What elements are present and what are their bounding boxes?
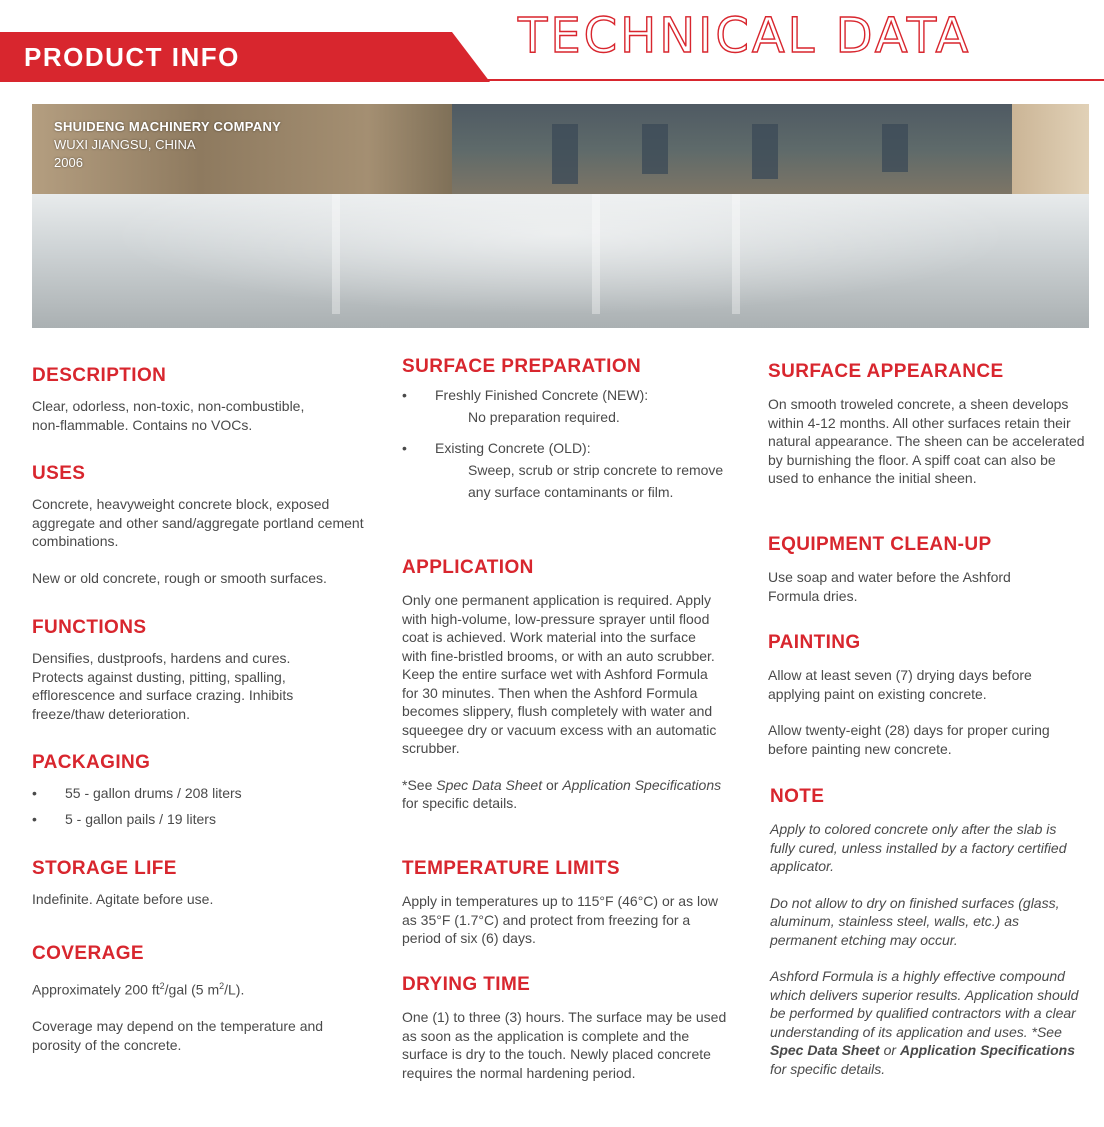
functions-text: Densifies, dustproofs, hardens and cures. Protects against dusting, pitting, spalling, efflorescence and surface crazing. Inhibits freeze/thaw deterioration.	[32, 650, 294, 722]
photo-machine	[882, 124, 908, 172]
photo-machine	[752, 124, 778, 179]
spec-data-sheet-ref: Spec Data Sheet	[436, 776, 543, 793]
packaging-item: • 55 - gallon drums / 208 liters	[32, 780, 362, 806]
packaging-list	[32, 780, 362, 832]
storage-life-text: Indefinite. Agitate before use.	[32, 891, 214, 907]
uses-section	[32, 463, 367, 587]
surface-preparation-list	[402, 384, 722, 503]
note-suffix: for specific details.	[770, 1060, 886, 1077]
prep-item-detail: No preparation required.	[468, 409, 620, 425]
caption-year: 2006	[54, 155, 83, 170]
coverage-sup-b: 2	[219, 981, 225, 991]
prep-item-detail: Sweep, scrub or strip concrete to remove any surface contaminants or film.	[468, 462, 724, 500]
product-info-banner	[0, 32, 490, 82]
functions-section	[32, 617, 332, 723]
painting-text: Allow at least seven (7) drying days before applying paint on existing concrete.	[768, 667, 1032, 702]
application-text: Only one permanent application is required. Apply with high-volume, low-pressure sprayer until flood coat is achieved. Work material into the surface with fine-bristled brooms, or with an auto scrubber. Keep the entire surface wet with Ashford Formula for 30 minutes. Then when the Ashford Formula becomes slippery, flush completely with water and squeegee dry or vacuum excess with an automatic scrubber.	[402, 592, 717, 756]
description-section	[32, 365, 372, 430]
note-or: or	[879, 1042, 900, 1058]
caption-company: SHUIDENG MACHINERY COMPANY	[54, 119, 282, 134]
packaging-section	[32, 752, 362, 832]
description-line-2: non-flammable. Contains no VOCs.	[32, 416, 253, 430]
packaging-heading: PACKAGING	[32, 752, 151, 773]
see-or: or	[542, 776, 563, 793]
temperature-limits-section	[402, 858, 732, 948]
equipment-cleanup-section	[768, 534, 1068, 605]
application-heading: APPLICATION	[402, 557, 534, 578]
temperature-limits-text: Apply in temperatures up to 115°F (46°C) or as low as 35°F (1.7°C) and protect from freezing for a period of six (6) days.	[402, 893, 718, 946]
banner-label: PRODUCT INFO	[24, 42, 240, 72]
note-heading: NOTE	[770, 786, 825, 807]
photo-factory-background	[452, 104, 1012, 194]
description-heading: DESCRIPTION	[32, 365, 167, 386]
storage-life-section	[32, 858, 362, 909]
coverage-heading: COVERAGE	[32, 943, 144, 964]
note-text-2: Do not allow to dry on finished surfaces (glass, aluminum, stainless steel, walls, etc.) as permanent etching may occur.	[770, 894, 1060, 948]
application-see-note	[402, 776, 722, 813]
photo-crates-right	[1012, 104, 1089, 194]
uses-text: Concrete, heavyweight concrete block, exposed aggregate and other sand/aggregate portland cement combinations.	[32, 496, 364, 549]
header-rule	[470, 79, 1104, 81]
packaging-item: • 5 - gallon pails / 19 liters	[32, 806, 362, 832]
photo-reflection	[732, 194, 740, 314]
photo-caption	[54, 118, 281, 172]
note-text-1: Apply to colored concrete only after the slab is fully cured, unless installed by a factory certified applicator.	[770, 821, 1067, 874]
drying-time-text: One (1) to three (3) hours. The surface may be used as soon as the application is complete and the surface is dry to the touch. Newly placed concrete requires the normal hardening period.	[402, 1009, 727, 1081]
surface-preparation-heading: SURFACE PREPARATION	[402, 356, 642, 377]
painting-heading: PAINTING	[768, 632, 861, 653]
application-specifications-ref: Application Specifications	[562, 776, 722, 793]
prep-item-label: • Freshly Finished Concrete (NEW):	[435, 387, 649, 403]
painting-text-2: Allow twenty-eight (28) days for proper curing before painting new concrete.	[768, 722, 1050, 757]
coverage-text-2: Coverage may depend on the temperature and porosity of the concrete.	[32, 1018, 324, 1053]
surface-appearance-text: On smooth troweled concrete, a sheen develops within 4-12 months. All other surfaces retain their natural appearance. The sheen can be accelerated by burnishing the floor. A spiff coat can also be used to enhance the initial sheen.	[768, 396, 1085, 486]
drying-time-heading: DRYING TIME	[402, 974, 531, 995]
painting-section	[768, 632, 1083, 758]
equipment-cleanup-heading: EQUIPMENT CLEAN-UP	[768, 534, 992, 555]
temperature-limits-heading: TEMPERATURE LIMITS	[402, 858, 620, 879]
prep-item-old	[402, 437, 722, 503]
coverage-text	[32, 977, 367, 999]
coverage-sup-a: 2	[159, 981, 165, 991]
uses-heading: USES	[32, 463, 86, 484]
surface-appearance-heading: SURFACE APPEARANCE	[768, 361, 1004, 382]
note-body: Ashford Formula is a highly effective compound which delivers superior results. Application should be performed by qualified contractors with a clear understanding of its application and uses. *See	[770, 968, 1079, 1040]
functions-heading: FUNCTIONS	[32, 617, 147, 638]
see-prefix: *See	[402, 776, 437, 793]
photo-reflection	[592, 194, 600, 314]
spec-data-sheet-ref: Spec Data Sheet	[770, 1042, 880, 1058]
surface-preparation-section	[402, 356, 722, 503]
photo-machine	[552, 124, 578, 184]
photo-reflection	[332, 194, 340, 314]
coverage-text-a: Approximately 200 ft	[32, 981, 160, 998]
see-suffix: for specific details.	[402, 795, 518, 811]
prep-item-label: • Existing Concrete (OLD):	[435, 440, 591, 456]
hero-photo	[32, 104, 1089, 328]
uses-text-2: New or old concrete, rough or smooth surfaces.	[32, 569, 327, 586]
description-line-1: Clear, odorless, non-toxic, non-combustible,	[32, 398, 305, 414]
prep-item-new	[402, 384, 722, 428]
note-text-3	[770, 967, 1085, 1078]
page-title: TECHNICAL DATA	[518, 8, 972, 64]
drying-time-section	[402, 974, 727, 1082]
photo-polished-floor	[32, 194, 1089, 328]
equipment-cleanup-text: Use soap and water before the Ashford Formula dries.	[768, 569, 1011, 604]
application-specifications-ref: Application Specifications	[899, 1042, 1075, 1058]
surface-appearance-section	[768, 361, 1088, 488]
application-section	[402, 557, 722, 813]
storage-life-heading: STORAGE LIFE	[32, 858, 177, 879]
coverage-text-c: /L).	[224, 981, 245, 998]
caption-location: WUXI JIANGSU, CHINA	[54, 137, 196, 152]
coverage-text-b: /gal (5 m	[164, 981, 220, 998]
coverage-section	[32, 943, 367, 1054]
note-section	[770, 786, 1085, 1078]
photo-machine	[642, 124, 668, 174]
